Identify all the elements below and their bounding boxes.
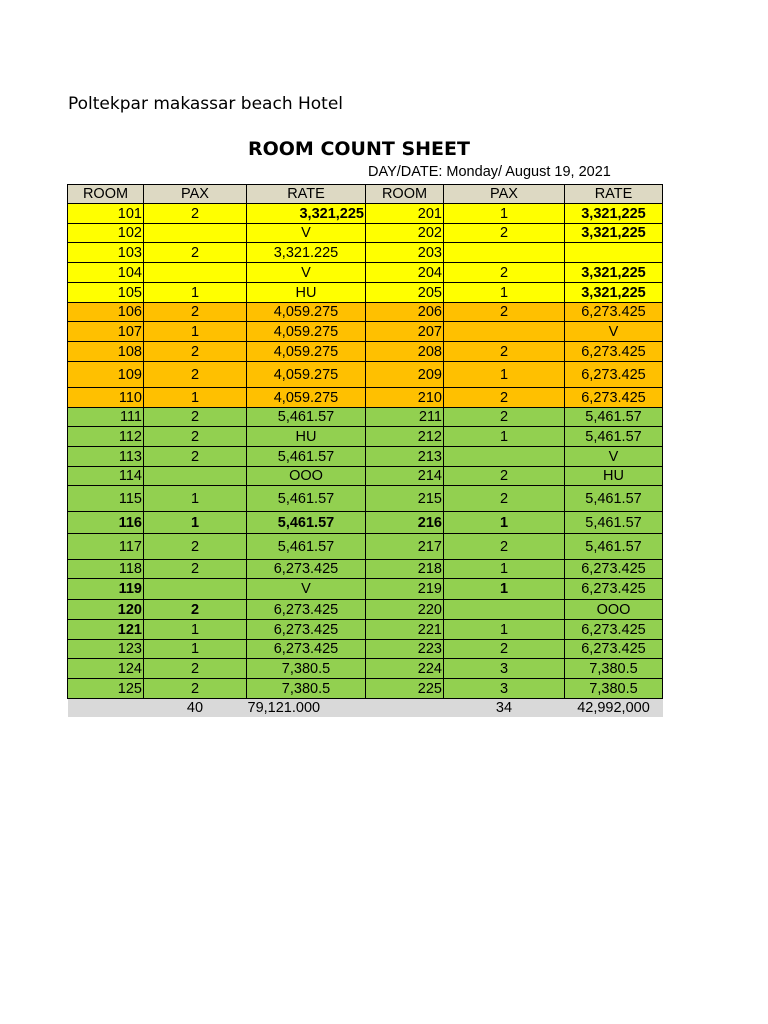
table-row — [68, 679, 663, 699]
rate-cell: 6,273.425 — [247, 560, 366, 579]
room-cell: 217 — [366, 534, 444, 560]
pax-cell — [144, 579, 247, 600]
rate-cell: 7,380.5 — [247, 659, 366, 679]
table-row — [68, 283, 663, 303]
pax-cell: 1 — [144, 388, 247, 408]
rate-cell: 4,059.275 — [247, 362, 366, 388]
sheet-title: ROOM COUNT SHEET — [248, 138, 470, 160]
rate-cell: 5,461.57 — [247, 486, 366, 512]
pax-cell — [444, 447, 565, 467]
pax-cell: 1 — [444, 362, 565, 388]
rate-cell: V — [247, 224, 366, 243]
room-cell: 201 — [366, 204, 444, 224]
pax-cell: 1 — [444, 560, 565, 579]
rate-cell: HU — [247, 283, 366, 303]
rate-cell: 5,461.57 — [247, 447, 366, 467]
table-body — [68, 204, 663, 699]
pax-cell: 2 — [444, 388, 565, 408]
table-row — [68, 467, 663, 486]
rate-cell: 5,461.57 — [565, 512, 663, 534]
room-cell: 123 — [68, 640, 144, 659]
total-rate-1: 79,121.000 — [247, 699, 366, 717]
room-cell: 118 — [68, 560, 144, 579]
column-header-pax: PAX — [444, 185, 565, 204]
pax-cell — [444, 322, 565, 342]
total-rate-2: 42,992,000 — [565, 699, 663, 717]
table-row — [68, 486, 663, 512]
rate-cell: 5,461.57 — [247, 534, 366, 560]
rate-cell: 3,321,225 — [565, 224, 663, 243]
rate-cell: 4,059.275 — [247, 303, 366, 322]
rate-cell: V — [247, 263, 366, 283]
pax-cell: 2 — [144, 679, 247, 699]
room-cell: 206 — [366, 303, 444, 322]
room-cell: 115 — [68, 486, 144, 512]
pax-cell: 1 — [444, 512, 565, 534]
rate-cell: 5,461.57 — [565, 427, 663, 447]
room-cell: 207 — [366, 322, 444, 342]
pax-cell: 2 — [444, 534, 565, 560]
room-cell: 113 — [68, 447, 144, 467]
total-pax-1: 40 — [144, 699, 247, 717]
pax-cell: 1 — [144, 620, 247, 640]
pax-cell: 2 — [444, 467, 565, 486]
room-cell: 103 — [68, 243, 144, 263]
pax-cell: 2 — [444, 224, 565, 243]
rate-cell: V — [565, 447, 663, 467]
pax-cell: 1 — [444, 620, 565, 640]
room-cell: 107 — [68, 322, 144, 342]
table-row — [68, 534, 663, 560]
table-row — [68, 640, 663, 659]
pax-cell: 1 — [144, 512, 247, 534]
rate-cell: 3,321,225 — [247, 204, 366, 224]
table-row — [68, 342, 663, 362]
rate-cell: 3,321.225 — [247, 243, 366, 263]
room-cell: 209 — [366, 362, 444, 388]
pax-cell: 1 — [144, 486, 247, 512]
rate-cell: V — [247, 579, 366, 600]
pax-cell: 2 — [444, 342, 565, 362]
table-row — [68, 243, 663, 263]
table-row — [68, 447, 663, 467]
room-cell: 108 — [68, 342, 144, 362]
room-count-table — [67, 184, 663, 717]
pax-cell: 2 — [444, 303, 565, 322]
pax-cell: 2 — [144, 534, 247, 560]
pax-cell — [444, 243, 565, 263]
pax-cell: 2 — [144, 408, 247, 427]
rate-cell: OOO — [565, 600, 663, 620]
table-row — [68, 600, 663, 620]
column-header-rate: RATE — [247, 185, 366, 204]
rate-cell: 6,273.425 — [565, 579, 663, 600]
rate-cell: 6,273.425 — [565, 342, 663, 362]
room-cell: 119 — [68, 579, 144, 600]
pax-cell: 2 — [444, 640, 565, 659]
room-cell: 111 — [68, 408, 144, 427]
rate-cell: 6,273.425 — [247, 620, 366, 640]
room-cell: 121 — [68, 620, 144, 640]
pax-cell: 1 — [444, 283, 565, 303]
table-row — [68, 388, 663, 408]
pax-cell: 2 — [144, 362, 247, 388]
room-cell: 221 — [366, 620, 444, 640]
pax-cell: 2 — [444, 263, 565, 283]
pax-cell: 2 — [144, 204, 247, 224]
room-cell: 208 — [366, 342, 444, 362]
column-header-pax: PAX — [144, 185, 247, 204]
pax-cell — [144, 263, 247, 283]
total-room-blank — [366, 699, 444, 717]
room-cell: 110 — [68, 388, 144, 408]
room-cell: 219 — [366, 579, 444, 600]
room-cell: 214 — [366, 467, 444, 486]
pax-cell — [144, 224, 247, 243]
pax-cell: 2 — [144, 659, 247, 679]
total-room-blank — [68, 699, 144, 717]
table-row — [68, 620, 663, 640]
table-row — [68, 408, 663, 427]
room-cell: 120 — [68, 600, 144, 620]
column-header-room: ROOM — [68, 185, 144, 204]
hotel-name: Poltekpar makassar beach Hotel — [68, 94, 344, 114]
rate-cell: 3,321,225 — [565, 204, 663, 224]
pax-cell: 2 — [144, 243, 247, 263]
pax-cell: 2 — [444, 486, 565, 512]
room-cell: 101 — [68, 204, 144, 224]
room-cell: 215 — [366, 486, 444, 512]
table-row — [68, 263, 663, 283]
rate-cell: 6,273.425 — [565, 388, 663, 408]
room-cell: 202 — [366, 224, 444, 243]
room-cell: 125 — [68, 679, 144, 699]
room-cell: 105 — [68, 283, 144, 303]
room-cell: 212 — [366, 427, 444, 447]
pax-cell: 2 — [144, 560, 247, 579]
pax-cell: 2 — [144, 447, 247, 467]
rate-cell: 5,461.57 — [565, 408, 663, 427]
pax-cell: 3 — [444, 659, 565, 679]
rate-cell: 5,461.57 — [247, 408, 366, 427]
table-row — [68, 362, 663, 388]
rate-cell: 4,059.275 — [247, 342, 366, 362]
room-cell: 116 — [68, 512, 144, 534]
pax-cell: 2 — [144, 427, 247, 447]
rate-cell: 6,273.425 — [565, 362, 663, 388]
rate-cell: 6,273.425 — [565, 303, 663, 322]
table-row — [68, 512, 663, 534]
rate-cell: HU — [247, 427, 366, 447]
rate-cell: V — [565, 322, 663, 342]
rate-cell: 7,380.5 — [565, 659, 663, 679]
totals-row — [68, 699, 663, 717]
room-cell: 117 — [68, 534, 144, 560]
room-cell: 220 — [366, 600, 444, 620]
rate-cell: 6,273.425 — [565, 560, 663, 579]
rate-cell: 5,461.57 — [565, 534, 663, 560]
rate-cell: 7,380.5 — [565, 679, 663, 699]
table-row — [68, 224, 663, 243]
room-cell: 223 — [366, 640, 444, 659]
table-header-row — [68, 185, 663, 204]
day-date: DAY/DATE: Monday/ August 19, 2021 — [368, 164, 611, 180]
rate-cell: OOO — [247, 467, 366, 486]
column-header-rate: RATE — [565, 185, 663, 204]
room-cell: 218 — [366, 560, 444, 579]
room-cell: 225 — [366, 679, 444, 699]
pax-cell: 1 — [144, 283, 247, 303]
pax-cell: 1 — [144, 640, 247, 659]
room-cell: 114 — [68, 467, 144, 486]
rate-cell: 6,273.425 — [247, 640, 366, 659]
rate-cell: 5,461.57 — [247, 512, 366, 534]
rate-cell: 3,321,225 — [565, 263, 663, 283]
room-cell: 211 — [366, 408, 444, 427]
rate-cell: 4,059.275 — [247, 322, 366, 342]
table-row — [68, 659, 663, 679]
room-cell: 104 — [68, 263, 144, 283]
rate-cell: HU — [565, 467, 663, 486]
rate-cell: 5,461.57 — [565, 486, 663, 512]
room-cell: 204 — [366, 263, 444, 283]
room-cell: 109 — [68, 362, 144, 388]
pax-cell: 2 — [144, 600, 247, 620]
rate-cell: 6,273.425 — [565, 620, 663, 640]
pax-cell: 2 — [444, 408, 565, 427]
total-pax-2: 34 — [444, 699, 565, 717]
room-cell: 102 — [68, 224, 144, 243]
rate-cell — [565, 243, 663, 263]
pax-cell: 2 — [144, 342, 247, 362]
table-row — [68, 204, 663, 224]
pax-cell: 1 — [444, 427, 565, 447]
pax-cell — [144, 467, 247, 486]
table-row — [68, 427, 663, 447]
room-cell: 124 — [68, 659, 144, 679]
room-cell: 106 — [68, 303, 144, 322]
rate-cell: 6,273.425 — [247, 600, 366, 620]
room-cell: 203 — [366, 243, 444, 263]
table-row — [68, 560, 663, 579]
pax-cell: 2 — [144, 303, 247, 322]
room-cell: 112 — [68, 427, 144, 447]
pax-cell — [444, 600, 565, 620]
table-row — [68, 579, 663, 600]
room-cell: 224 — [366, 659, 444, 679]
table-row — [68, 322, 663, 342]
rate-cell: 7,380.5 — [247, 679, 366, 699]
column-header-room: ROOM — [366, 185, 444, 204]
room-cell: 210 — [366, 388, 444, 408]
pax-cell: 1 — [444, 204, 565, 224]
room-cell: 216 — [366, 512, 444, 534]
rate-cell: 6,273.425 — [565, 640, 663, 659]
room-cell: 213 — [366, 447, 444, 467]
pax-cell: 1 — [444, 579, 565, 600]
table-row — [68, 303, 663, 322]
pax-cell: 1 — [144, 322, 247, 342]
rate-cell: 4,059.275 — [247, 388, 366, 408]
room-cell: 205 — [366, 283, 444, 303]
pax-cell: 3 — [444, 679, 565, 699]
rate-cell: 3,321,225 — [565, 283, 663, 303]
